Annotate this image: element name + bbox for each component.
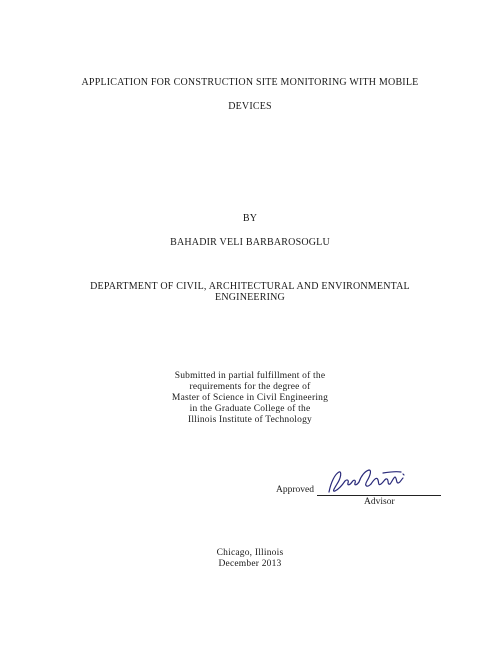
submission-line-2: requirements for the degree of xyxy=(189,382,311,392)
by-label: BY xyxy=(242,213,258,224)
approved-label: Approved xyxy=(276,485,314,495)
date: December 2013 xyxy=(218,559,282,569)
department-line-1: DEPARTMENT OF CIVIL, ARCHITECTURAL AND ENVIRONMENTAL xyxy=(90,281,410,292)
department-line-2: ENGINEERING xyxy=(215,292,285,303)
submission-line-1: Submitted in partial fulfillment of the xyxy=(174,371,326,381)
advisor-signature-image xyxy=(323,466,413,498)
submission-line-4: in the Graduate College of the xyxy=(189,404,311,414)
thesis-title-line-2: DEVICES xyxy=(228,101,272,112)
author-name: BAHADIR VELI BARBAROSOGLU xyxy=(170,237,330,248)
signature-line xyxy=(317,495,441,496)
location: Chicago, Illinois xyxy=(216,548,284,558)
submission-line-3: Master of Science in Civil Engineering xyxy=(171,393,329,403)
approval-block xyxy=(275,466,445,506)
thesis-title-line-1: APPLICATION FOR CONSTRUCTION SITE MONITORING WITH MOBILE xyxy=(81,77,419,88)
advisor-label: Advisor xyxy=(364,497,395,507)
submission-line-5: Illinois Institute of Technology xyxy=(187,415,313,425)
